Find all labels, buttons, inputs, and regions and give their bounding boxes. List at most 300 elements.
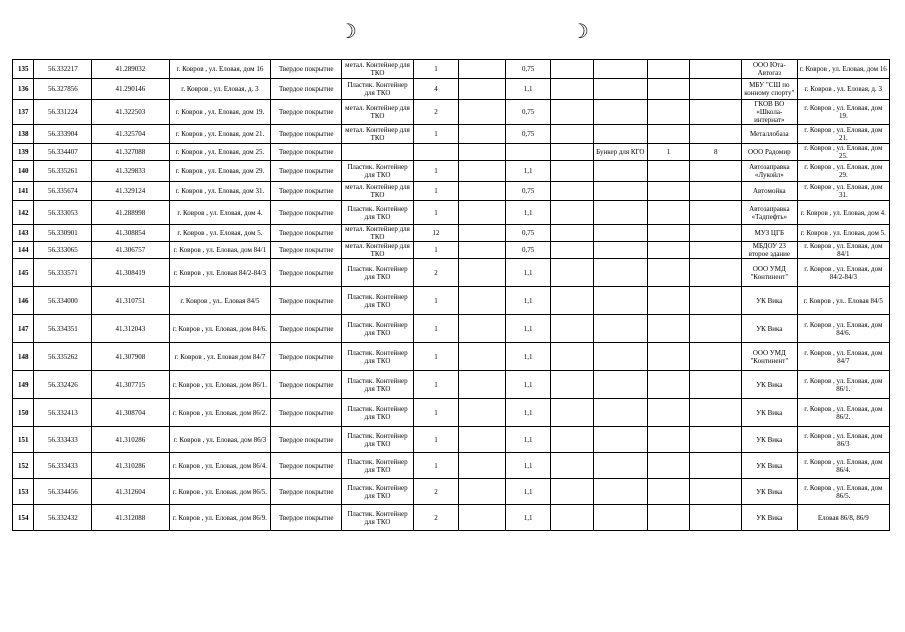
longitude-cell: 41.310286 bbox=[92, 427, 169, 453]
container-volume-cell: 1,1 bbox=[506, 161, 551, 182]
bulky-waste-bin-cell bbox=[594, 60, 648, 79]
surface-type-cell: Твердое покрытие bbox=[271, 479, 342, 505]
empty-cell bbox=[458, 259, 505, 287]
longitude-cell: 41.312088 bbox=[92, 505, 169, 531]
bulky-bin-volume-cell bbox=[690, 100, 741, 125]
bulky-bin-count-cell bbox=[647, 201, 690, 225]
container-type-cell: Пластик. Контейнер для ТКО bbox=[342, 79, 414, 100]
surface-type-cell: Твердое покрытие bbox=[271, 182, 342, 201]
longitude-cell: 41.329833 bbox=[92, 161, 169, 182]
row-number: 149 bbox=[13, 371, 34, 399]
latitude-cell: 56.333065 bbox=[34, 242, 92, 259]
container-type-cell: Пластик. Контейнер для ТКО bbox=[342, 399, 414, 427]
empty-cell bbox=[551, 505, 594, 531]
table-row bbox=[13, 182, 890, 201]
site-address-cell: г. Ковров , ул. Еловая, дом 16 bbox=[169, 60, 271, 79]
waste-source-address-cell: г. Ковров , ул. Еловая, дом 5. bbox=[797, 225, 889, 242]
site-address-cell: г. Ковров , ул. Еловая, дом 86/1. bbox=[169, 371, 271, 399]
empty-cell bbox=[551, 343, 594, 371]
longitude-cell: 41.289032 bbox=[92, 60, 169, 79]
latitude-cell: 56.334351 bbox=[34, 315, 92, 343]
bulky-bin-volume-cell bbox=[690, 427, 741, 453]
empty-cell bbox=[551, 399, 594, 427]
row-number: 144 bbox=[13, 242, 34, 259]
latitude-cell: 56.333053 bbox=[34, 201, 92, 225]
latitude-cell: 56.332426 bbox=[34, 371, 92, 399]
row-number: 138 bbox=[13, 125, 34, 144]
owner-organization-cell: УК Вика bbox=[741, 371, 797, 399]
bulky-bin-volume-cell bbox=[690, 161, 741, 182]
latitude-cell: 56.335261 bbox=[34, 161, 92, 182]
latitude-cell: 56.334000 bbox=[34, 287, 92, 315]
bulky-bin-volume-cell bbox=[690, 371, 741, 399]
bulky-bin-count-cell bbox=[647, 161, 690, 182]
container-type-cell: Пластик. Контейнер для ТКО bbox=[342, 201, 414, 225]
bulky-bin-volume-cell: 8 bbox=[690, 144, 741, 161]
latitude-cell: 56.331224 bbox=[34, 100, 92, 125]
waste-source-address-cell: Еловая 86/8, 86/9 bbox=[797, 505, 889, 531]
waste-source-address-cell: г. Ковров , ул. Еловая, дом 84/2-84/3 bbox=[797, 259, 889, 287]
surface-type-cell: Твердое покрытие bbox=[271, 242, 342, 259]
bulky-bin-count-cell bbox=[647, 100, 690, 125]
empty-cell bbox=[458, 399, 505, 427]
latitude-cell: 56.334407 bbox=[34, 144, 92, 161]
bulky-waste-bin-cell bbox=[594, 479, 648, 505]
container-volume-cell: 1,1 bbox=[506, 287, 551, 315]
container-type-cell: метал. Контейнер для ТКО bbox=[342, 100, 414, 125]
bulky-bin-volume-cell bbox=[690, 399, 741, 427]
empty-cell bbox=[551, 161, 594, 182]
site-address-cell: г. Ковров , ул. Еловая, дом 25. bbox=[169, 144, 271, 161]
empty-cell bbox=[458, 201, 505, 225]
container-count-cell bbox=[413, 144, 458, 161]
container-type-cell: метал. Контейнер для ТКО bbox=[342, 182, 414, 201]
site-address-cell: г. Ковров , ул. Еловая, дом 86/5. bbox=[169, 479, 271, 505]
surface-type-cell: Твердое покрытие bbox=[271, 259, 342, 287]
container-type-cell: Пластик. Контейнер для ТКО bbox=[342, 453, 414, 479]
row-number: 150 bbox=[13, 399, 34, 427]
container-volume-cell: 1,1 bbox=[506, 453, 551, 479]
table-row bbox=[13, 505, 890, 531]
bulky-bin-volume-cell bbox=[690, 60, 741, 79]
site-address-cell: г. Ковров , ул. Еловая, дом 29. bbox=[169, 161, 271, 182]
container-type-cell: Пластик. Контейнер для ТКО bbox=[342, 259, 414, 287]
surface-type-cell: Твердое покрытие bbox=[271, 287, 342, 315]
site-address-cell: г. Ковров , ул. Еловая, дом 84/1 bbox=[169, 242, 271, 259]
container-count-cell: 1 bbox=[413, 399, 458, 427]
waste-source-address-cell: г. Ковров , ул. Еловая, дом 86/3 bbox=[797, 427, 889, 453]
surface-type-cell: Твердое покрытие bbox=[271, 343, 342, 371]
owner-organization-cell: МУЗ ЦГБ bbox=[741, 225, 797, 242]
empty-cell bbox=[458, 453, 505, 479]
table-row bbox=[13, 259, 890, 287]
longitude-cell: 41.312043 bbox=[92, 315, 169, 343]
container-volume-cell: 1,1 bbox=[506, 201, 551, 225]
container-volume-cell: 1,1 bbox=[506, 259, 551, 287]
row-number: 153 bbox=[13, 479, 34, 505]
empty-cell bbox=[551, 287, 594, 315]
row-number: 152 bbox=[13, 453, 34, 479]
empty-cell bbox=[458, 371, 505, 399]
site-address-cell: г. Ковров , ул. Еловая дом 84/7 bbox=[169, 343, 271, 371]
site-address-cell: г. Ковров , ул.. Еловая 84/5 bbox=[169, 287, 271, 315]
table-row bbox=[13, 371, 890, 399]
bulky-bin-volume-cell bbox=[690, 259, 741, 287]
table-row bbox=[13, 479, 890, 505]
container-type-cell: Пластик. Контейнер для ТКО bbox=[342, 161, 414, 182]
owner-organization-cell: Автозаправка «Тадпефть» bbox=[741, 201, 797, 225]
bulky-bin-count-cell bbox=[647, 287, 690, 315]
container-count-cell: 2 bbox=[413, 479, 458, 505]
surface-type-cell: Твердое покрытие bbox=[271, 201, 342, 225]
empty-cell bbox=[551, 371, 594, 399]
bulky-bin-count-cell bbox=[647, 399, 690, 427]
empty-cell bbox=[551, 259, 594, 287]
waste-source-address-cell: г. Ковров , ул. Еловая, дом 84/7 bbox=[797, 343, 889, 371]
surface-type-cell: Твердое покрытие bbox=[271, 505, 342, 531]
table-row bbox=[13, 315, 890, 343]
container-count-cell: 2 bbox=[413, 100, 458, 125]
owner-organization-cell: УК Вика bbox=[741, 315, 797, 343]
container-type-cell: Пластик. Контейнер для ТКО bbox=[342, 427, 414, 453]
container-volume-cell: 1,1 bbox=[506, 79, 551, 100]
surface-type-cell: Твердое покрытие bbox=[271, 399, 342, 427]
empty-cell bbox=[551, 479, 594, 505]
container-count-cell: 1 bbox=[413, 182, 458, 201]
bulky-waste-bin-cell bbox=[594, 125, 648, 144]
bulky-waste-bin-cell bbox=[594, 242, 648, 259]
container-volume-cell: 1,1 bbox=[506, 315, 551, 343]
bulky-bin-count-cell bbox=[647, 182, 690, 201]
latitude-cell: 56.335674 bbox=[34, 182, 92, 201]
bulky-waste-bin-cell bbox=[594, 315, 648, 343]
container-count-cell: 1 bbox=[413, 371, 458, 399]
bulky-bin-volume-cell bbox=[690, 453, 741, 479]
empty-cell bbox=[551, 79, 594, 100]
empty-cell bbox=[458, 125, 505, 144]
container-count-cell: 1 bbox=[413, 161, 458, 182]
owner-organization-cell: ООО Юта-Автогаз bbox=[741, 60, 797, 79]
bulky-bin-count-cell bbox=[647, 225, 690, 242]
bulky-bin-volume-cell bbox=[690, 287, 741, 315]
table-row bbox=[13, 201, 890, 225]
waste-source-address-cell: г. Ковров , ул. Еловая, дом 4. bbox=[797, 201, 889, 225]
bulky-waste-bin-cell bbox=[594, 201, 648, 225]
empty-cell bbox=[458, 505, 505, 531]
container-volume-cell: 1,1 bbox=[506, 399, 551, 427]
waste-source-address-cell: г. Ковров , ул. Еловая, дом 86/1. bbox=[797, 371, 889, 399]
empty-cell bbox=[551, 60, 594, 79]
container-count-cell: 4 bbox=[413, 79, 458, 100]
container-volume-cell: 1,1 bbox=[506, 371, 551, 399]
bulky-waste-bin-cell bbox=[594, 100, 648, 125]
punch-mark-right-icon: ☽ bbox=[571, 19, 589, 43]
row-number: 147 bbox=[13, 315, 34, 343]
empty-cell bbox=[551, 427, 594, 453]
bulky-waste-bin-cell bbox=[594, 182, 648, 201]
bulky-waste-bin-cell bbox=[594, 161, 648, 182]
empty-cell bbox=[551, 315, 594, 343]
table-row bbox=[13, 161, 890, 182]
container-type-cell: Пластик. Контейнер для ТКО bbox=[342, 287, 414, 315]
empty-cell bbox=[458, 343, 505, 371]
waste-source-address-cell: г. Ковров , ул. Еловая, дом 86/2. bbox=[797, 399, 889, 427]
bulky-bin-count-cell bbox=[647, 427, 690, 453]
longitude-cell: 41.327088 bbox=[92, 144, 169, 161]
bulky-bin-count-cell bbox=[647, 242, 690, 259]
container-count-cell: 2 bbox=[413, 259, 458, 287]
surface-type-cell: Твердое покрытие bbox=[271, 100, 342, 125]
bulky-bin-count-cell bbox=[647, 453, 690, 479]
table-row bbox=[13, 242, 890, 259]
container-volume-cell: 1,1 bbox=[506, 479, 551, 505]
longitude-cell: 41.290146 bbox=[92, 79, 169, 100]
row-number: 148 bbox=[13, 343, 34, 371]
container-type-cell: метал. Контейнер для ТКО bbox=[342, 225, 414, 242]
empty-cell bbox=[458, 287, 505, 315]
waste-source-address-cell: г. Ковров , ул. Еловая, д. 3 bbox=[797, 79, 889, 100]
latitude-cell: 56.333904 bbox=[34, 125, 92, 144]
surface-type-cell: Твердое покрытие bbox=[271, 144, 342, 161]
table-row bbox=[13, 287, 890, 315]
waste-sites-table bbox=[12, 59, 890, 531]
empty-cell bbox=[551, 100, 594, 125]
table-row bbox=[13, 225, 890, 242]
container-type-cell: метал. Контейнер для ТКО bbox=[342, 242, 414, 259]
row-number: 145 bbox=[13, 259, 34, 287]
site-address-cell: г. Ковров , ул. Еловая, дом 19. bbox=[169, 100, 271, 125]
longitude-cell: 41.308419 bbox=[92, 259, 169, 287]
bulky-bin-count-cell bbox=[647, 315, 690, 343]
owner-organization-cell: МБДОУ 23 второе здание bbox=[741, 242, 797, 259]
owner-organization-cell: ГКОВ ВО «Школа-интернат» bbox=[741, 100, 797, 125]
waste-source-address-cell: г. Ковров , ул. Еловая, дом 84/6. bbox=[797, 315, 889, 343]
longitude-cell: 41.329124 bbox=[92, 182, 169, 201]
punch-mark-left-icon: ☽ bbox=[339, 19, 357, 43]
site-address-cell: г. Ковров , ул. Еловая, д. 3 bbox=[169, 79, 271, 100]
table-row bbox=[13, 343, 890, 371]
table-body bbox=[13, 60, 890, 531]
longitude-cell: 41.310751 bbox=[92, 287, 169, 315]
empty-cell bbox=[458, 79, 505, 100]
empty-cell bbox=[458, 144, 505, 161]
surface-type-cell: Твердое покрытие bbox=[271, 79, 342, 100]
latitude-cell: 56.333433 bbox=[34, 453, 92, 479]
container-type-cell: метал. Контейнер для ТКО bbox=[342, 125, 414, 144]
latitude-cell: 56.334456 bbox=[34, 479, 92, 505]
bulky-bin-count-cell bbox=[647, 60, 690, 79]
bulky-waste-bin-cell bbox=[594, 287, 648, 315]
bulky-waste-bin-cell bbox=[594, 343, 648, 371]
surface-type-cell: Твердое покрытие bbox=[271, 125, 342, 144]
bulky-waste-bin-cell bbox=[594, 505, 648, 531]
container-volume-cell: 0,75 bbox=[506, 182, 551, 201]
table-row bbox=[13, 144, 890, 161]
row-number: 137 bbox=[13, 100, 34, 125]
container-count-cell: 1 bbox=[413, 125, 458, 144]
empty-cell bbox=[551, 242, 594, 259]
site-address-cell: г. Ковров , ул. Еловая, дом 5. bbox=[169, 225, 271, 242]
container-volume-cell: 0,75 bbox=[506, 60, 551, 79]
empty-cell bbox=[458, 182, 505, 201]
owner-organization-cell: Автомойка bbox=[741, 182, 797, 201]
site-address-cell: г. Ковров , ул. Еловая, дом 4. bbox=[169, 201, 271, 225]
container-type-cell: Пластик. Контейнер для ТКО bbox=[342, 315, 414, 343]
surface-type-cell: Твердое покрытие bbox=[271, 60, 342, 79]
bulky-bin-volume-cell bbox=[690, 315, 741, 343]
row-number: 151 bbox=[13, 427, 34, 453]
latitude-cell: 56.333433 bbox=[34, 427, 92, 453]
row-number: 140 bbox=[13, 161, 34, 182]
surface-type-cell: Твердое покрытие bbox=[271, 161, 342, 182]
owner-organization-cell: УК Вика bbox=[741, 505, 797, 531]
container-type-cell: Пластик. Контейнер для ТКО bbox=[342, 371, 414, 399]
owner-organization-cell: УК Вика bbox=[741, 427, 797, 453]
bulky-bin-count-cell bbox=[647, 259, 690, 287]
empty-cell bbox=[458, 225, 505, 242]
owner-organization-cell: ООО УМД "Континент" bbox=[741, 259, 797, 287]
site-address-cell: г. Ковров , ул. Еловая, дом 31. bbox=[169, 182, 271, 201]
bulky-bin-count-cell bbox=[647, 79, 690, 100]
bulky-bin-count-cell bbox=[647, 343, 690, 371]
site-address-cell: г. Ковров , ул. Еловая, дом 21. bbox=[169, 125, 271, 144]
table-row bbox=[13, 100, 890, 125]
owner-organization-cell: УК Вика bbox=[741, 453, 797, 479]
table-row bbox=[13, 60, 890, 79]
latitude-cell: 56.332413 bbox=[34, 399, 92, 427]
container-count-cell: 12 bbox=[413, 225, 458, 242]
latitude-cell: 56.327856 bbox=[34, 79, 92, 100]
longitude-cell: 41.306757 bbox=[92, 242, 169, 259]
empty-cell bbox=[551, 225, 594, 242]
container-type-cell: Пластик. Контейнер для ТКО bbox=[342, 505, 414, 531]
bulky-waste-bin-cell bbox=[594, 427, 648, 453]
longitude-cell: 41.307908 bbox=[92, 343, 169, 371]
owner-organization-cell: ООО Радомир bbox=[741, 144, 797, 161]
container-volume-cell: 1,1 bbox=[506, 505, 551, 531]
row-number: 135 bbox=[13, 60, 34, 79]
container-count-cell: 1 bbox=[413, 287, 458, 315]
empty-cell bbox=[458, 427, 505, 453]
longitude-cell: 41.325704 bbox=[92, 125, 169, 144]
empty-cell bbox=[551, 182, 594, 201]
surface-type-cell: Твердое покрытие bbox=[271, 225, 342, 242]
empty-cell bbox=[458, 242, 505, 259]
longitude-cell: 41.288998 bbox=[92, 201, 169, 225]
container-volume-cell: 0,75 bbox=[506, 225, 551, 242]
waste-source-address-cell: г. Ковров , ул. Еловая, дом 31. bbox=[797, 182, 889, 201]
table-row bbox=[13, 125, 890, 144]
latitude-cell: 56.330901 bbox=[34, 225, 92, 242]
container-count-cell: 1 bbox=[413, 242, 458, 259]
site-address-cell: г. Ковров , ул. Еловая, дом 86/4. bbox=[169, 453, 271, 479]
longitude-cell: 41.322503 bbox=[92, 100, 169, 125]
bulky-waste-bin-cell: Бункер для КГО bbox=[594, 144, 648, 161]
container-count-cell: 1 bbox=[413, 343, 458, 371]
bulky-bin-volume-cell bbox=[690, 479, 741, 505]
bulky-bin-volume-cell bbox=[690, 343, 741, 371]
bulky-waste-bin-cell bbox=[594, 79, 648, 100]
container-volume-cell: 1,1 bbox=[506, 427, 551, 453]
longitude-cell: 41.307715 bbox=[92, 371, 169, 399]
table-row bbox=[13, 399, 890, 427]
surface-type-cell: Твердое покрытие bbox=[271, 315, 342, 343]
bulky-bin-volume-cell bbox=[690, 242, 741, 259]
container-volume-cell: 1,1 bbox=[506, 343, 551, 371]
waste-source-address-cell: г. Ковров , ул. Еловая, дом 19. bbox=[797, 100, 889, 125]
owner-organization-cell: УК Вика bbox=[741, 287, 797, 315]
bulky-waste-bin-cell bbox=[594, 259, 648, 287]
bulky-bin-volume-cell bbox=[690, 201, 741, 225]
latitude-cell: 56.335262 bbox=[34, 343, 92, 371]
empty-cell bbox=[458, 100, 505, 125]
empty-cell bbox=[458, 479, 505, 505]
surface-type-cell: Твердое покрытие bbox=[271, 371, 342, 399]
row-number: 139 bbox=[13, 144, 34, 161]
longitude-cell: 41.310286 bbox=[92, 453, 169, 479]
latitude-cell: 56.332217 bbox=[34, 60, 92, 79]
empty-cell bbox=[551, 125, 594, 144]
bulky-bin-count-cell: 1 bbox=[647, 144, 690, 161]
empty-cell bbox=[551, 144, 594, 161]
bulky-waste-bin-cell bbox=[594, 225, 648, 242]
site-address-cell: г. Ковров , ул. Еловая, дом 86/9. bbox=[169, 505, 271, 531]
empty-cell bbox=[458, 315, 505, 343]
waste-source-address-cell: г. Ковров , ул. Еловая, дом 29. bbox=[797, 161, 889, 182]
bulky-bin-volume-cell bbox=[690, 505, 741, 531]
container-count-cell: 1 bbox=[413, 315, 458, 343]
longitude-cell: 41.308854 bbox=[92, 225, 169, 242]
container-type-cell bbox=[342, 144, 414, 161]
waste-source-address-cell: г. Ковров , ул. Еловая, дом 25. bbox=[797, 144, 889, 161]
container-type-cell: Пластик. Контейнер для ТКО bbox=[342, 479, 414, 505]
container-volume-cell: 0,75 bbox=[506, 125, 551, 144]
bulky-waste-bin-cell bbox=[594, 371, 648, 399]
waste-source-address-cell: г. Ковров , ул. Еловая, дом 86/5. bbox=[797, 479, 889, 505]
bulky-waste-bin-cell bbox=[594, 453, 648, 479]
empty-cell bbox=[458, 60, 505, 79]
owner-organization-cell: Автозаправка «Лукойл» bbox=[741, 161, 797, 182]
empty-cell bbox=[551, 453, 594, 479]
owner-organization-cell: ООО УМД "Континент" bbox=[741, 343, 797, 371]
bulky-bin-count-cell bbox=[647, 125, 690, 144]
container-count-cell: 1 bbox=[413, 427, 458, 453]
container-count-cell: 1 bbox=[413, 60, 458, 79]
site-address-cell: г. Ковров , ул. Еловая 84/2-84/3 bbox=[169, 259, 271, 287]
container-volume-cell: 0,75 bbox=[506, 100, 551, 125]
site-address-cell: г. Ковров , ул. Еловая, дом 86/3 bbox=[169, 427, 271, 453]
owner-organization-cell: УК Вика bbox=[741, 479, 797, 505]
bulky-bin-volume-cell bbox=[690, 182, 741, 201]
container-count-cell: 1 bbox=[413, 453, 458, 479]
container-volume-cell: 0,75 bbox=[506, 242, 551, 259]
waste-source-address-cell: г. Ковров , ул. Еловая, дом 84/1 bbox=[797, 242, 889, 259]
bulky-bin-count-cell bbox=[647, 505, 690, 531]
row-number: 146 bbox=[13, 287, 34, 315]
container-count-cell: 1 bbox=[413, 201, 458, 225]
surface-type-cell: Твердое покрытие bbox=[271, 427, 342, 453]
owner-organization-cell: Металлобаза bbox=[741, 125, 797, 144]
table-row bbox=[13, 427, 890, 453]
latitude-cell: 56.332432 bbox=[34, 505, 92, 531]
bulky-bin-volume-cell bbox=[690, 125, 741, 144]
longitude-cell: 41.312604 bbox=[92, 479, 169, 505]
container-type-cell: метал. Контейнер для ТКО bbox=[342, 60, 414, 79]
bulky-bin-volume-cell bbox=[690, 225, 741, 242]
waste-source-address-cell: г. Ковров , ул. Еловая, дом 16 bbox=[797, 60, 889, 79]
bulky-bin-count-cell bbox=[647, 371, 690, 399]
container-type-cell: Пластик. Контейнер для ТКО bbox=[342, 343, 414, 371]
